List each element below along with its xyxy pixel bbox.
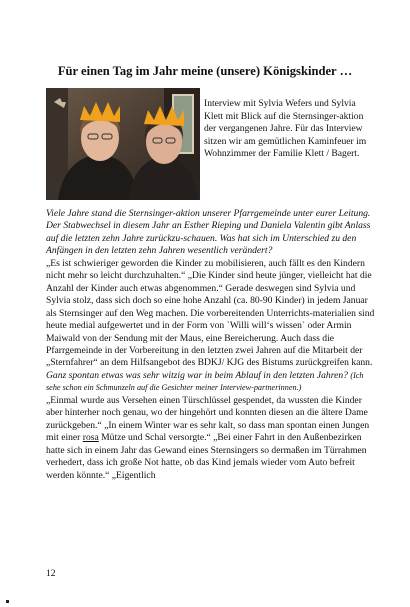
interview-photo (46, 88, 200, 200)
question-1: Viele Jahre stand die Sternsinger-aktion unserer Pfarrgemeinde unter eurer Leitung. Der Stabwechsel in diesem Jahr an Esther Rieping und Daniela Valentin gibt Anlass auf die letzten zehn Jahre zurückzu-schauen. Was hat sich im Unterschied zu den Anfängen in den letzten zehn Jahren wesentlich verändert? (46, 208, 371, 257)
page-number: 12 (46, 568, 56, 579)
article-title: Für einen Tag im Jahr meine (unsere) Königskinder … (57, 64, 353, 78)
question-2 (46, 370, 380, 395)
scan-mark (6, 600, 9, 603)
answer-2-rosa: rosa (82, 432, 99, 444)
answer-1: „Es ist schwieriger geworden die Kinder zu mobilisieren, auch fällt es den Kindern nicht mehr so leicht durchzuhalten.“ „Die Kinder sind heute jünger, vielleicht hat die Anzahl der Kinder auch etwas abgenommen.“ Gerade deswegen sind Sylvia und Sylvia stolz, dass sich doch so eine hohe Anzahl (ca. 80-90 Kinder) in jedem Januar als Sternsinger auf den Weg machen. Die vorbereitenden Unterrichts-materialien sind heute medial aufgewertet und in der Form von `Willi will‘s wissen` oder Armin Maiwald von der Sendung mit der Maus, eine Bereicherung. Auch dass die Pfarrgemeinde in der Vorbereitung in den letzten zwei Jahren auf die Mitarbeit der „Sternfahrer“ an dem Hilfsangebot des BDKJ/ KJG des Bistums zurückgreifen kann. (46, 257, 375, 369)
answer-2 (46, 395, 380, 482)
answer-2-part-b: Mütze und Schal versorgte.“ „Bei einer Fahrt in den Außenbezirken hatte sich in einem Jahr das Gewand eines Sternsingers so dermaßen im Türrahmen verhedert, dass ich große Not hatte, ob das Kind jemals wieder vom Auto befreit werden könnte.“ „Eigentlich (46, 432, 367, 481)
intro-text: Interview mit Sylvia Wefers und Sylvia Klett mit Blick auf die Sternsinger-aktion der vergangenen Jahre. Für das Interview sitzen wir am gemütlichen Kaminfeuer im Wohnzimmer der Familie Klett / Bagert. (204, 98, 367, 160)
article-body (46, 208, 380, 482)
question-2-note: (Ich sehe schon ein Schmunzeln auf die Gesichter meiner Interview-partnerinnen.) (46, 370, 364, 393)
answer-2-part-a: „Einmal wurde aus Versehen einen Türschlüssel gespendet, da wussten die Kinder aber hinterher noch genau, wo der hingehört und konnten diesen an die ältere Dame zurückgeben.“ „In einem Winter war es sehr kalt, so dass man spontan einen Jungen mit einer (46, 394, 370, 444)
question-2-text: Ganz spontan etwas was sehr witzig war in beim Ablauf in den letzten Jahren? (46, 369, 348, 381)
